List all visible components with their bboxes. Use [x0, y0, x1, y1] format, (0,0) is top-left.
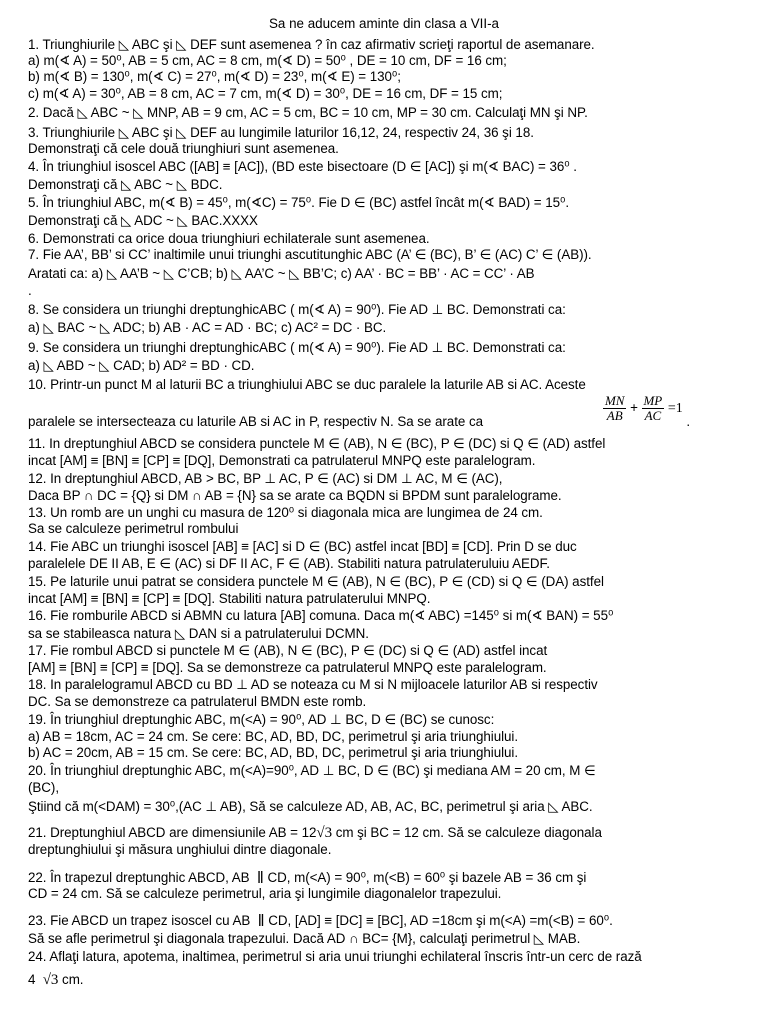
problem-16-cont: sa se stabileasca natura ◺ DAN si a patrulaterului DCMN.	[28, 626, 369, 641]
problem-22-cont: CD = 24 cm. Să se calculeze perimetrul, aria şi lungimile diagonalelor trapezului.	[28, 886, 502, 901]
problem-16: 16. Fie romburile ABCD si ABMN cu latura [AB] comuna. Daca m(∢ ABC) =145⁰ si m(∢ BAN) = 55⁰	[28, 608, 614, 623]
problem-12: 12. In dreptunghiul ABCD, AB > BC, BP ⊥ AC, P ∈ (AC) si DM ⊥ AC, M ∈ (AC),	[28, 471, 503, 486]
problem-18: 18. In paralelogramul ABCD cu BD ⊥ AD se noteaza cu M si N mijloacele laturilor AB si respectiv	[28, 677, 598, 692]
parallel-symbol: ‖	[256, 868, 264, 887]
problem-10: 10. Printr-un punct M al laturii BC a triunghiului ABC se duc paralele la laturile AB si AC. Aceste	[28, 377, 586, 392]
problem-9-parts: a) ◺ ABD ~ ◺ CAD; b) AD² = BD · CD.	[28, 358, 255, 373]
problem-7-cont: Aratati ca: a) ◺ AA’B ~ ◺ C’CB; b) ◺ AA’C ~ ◺ BB’C; c) AA’ · BC = BB’ · AC = CC’ · AB	[28, 266, 535, 281]
problem-19b: b) AC = 20cm, AB = 15 cm. Se cere: BC, AD, BD, DC, perimetrul şi aria triunghiului.	[28, 745, 519, 760]
plus-sign: +	[630, 400, 638, 416]
formula-dot: .	[686, 414, 691, 430]
problem-8-parts: a) ◺ BAC ~ ◺ ADC; b) AB · AC = AD · BC; c) AC² = DC · BC.	[28, 320, 387, 335]
problem-20-wrap: (BC),	[28, 780, 59, 795]
problem-19: 19. În triunghiul dreptunghic ABC, m(<A) = 90⁰, AD ⊥ BC, D ∈ (BC) se cunosc:	[28, 712, 495, 727]
parallel-symbol: ‖	[257, 911, 265, 930]
problem-5-cont: Demonstraţi că ◺ ADC ~ ◺ BAC.XXXX	[28, 213, 258, 228]
problem-11-cont: incat [AM] ≡ [BN] ≡ [CP] ≡ [DQ], Demonstrati ca patrulaterul MNPQ este paralelogram.	[28, 453, 536, 468]
problem-10-text: paralele se intersecteaza cu laturile AB si AC in P, respectiv N. Sa se arate ca	[28, 414, 483, 429]
problem-1b: b) m(∢ B) = 130⁰, m(∢ C) = 27⁰, m(∢ D) = 23⁰, m(∢ E) = 130⁰;	[28, 69, 401, 84]
problem-1c: c) m(∢ A) = 30⁰, AB = 8 cm, AC = 7 cm, m(∢ D) = 30⁰, DE = 16 cm, DF = 15 cm;	[28, 86, 503, 101]
problem-2: 2. Dacă ◺ ABC ~ ◺ MNP, AB = 9 cm, AC = 5 cm, BC = 10 cm, MP = 30 cm. Calculaţi MN şi NP.	[28, 105, 588, 120]
problem-13: 13. Un romb are un unghi cu masura de 120⁰ si diagonala mica are lungimea de 24 cm.	[28, 505, 543, 520]
problem-24-cont: 4 √3 cm.	[28, 972, 84, 988]
problem-17-cont: [AM] ≡ [BN] ≡ [CP] ≡ [DQ]. Sa se demonstreze ca patrulaterul MNPQ este paralelogram.	[28, 660, 547, 675]
equals-one: =1	[667, 401, 683, 417]
problem-23: 23. Fie ABCD un trapez isoscel cu AB ‖ CD, [AD] ≡ [DC] ≡ [BC], AD =18cm şi m(<A) =m(<B) = 60⁰.	[28, 911, 613, 930]
stray-dot: .	[28, 283, 32, 298]
problem-15-cont: incat [AM] ≡ [BN] ≡ [CP] ≡ [DQ]. Stabiliti natura patrulaterului MNPQ.	[28, 591, 431, 606]
problem-24: 24. Aflaţi latura, apotema, inaltimea, perimetrul si aria unui triunghi echilateral înscris într-un cerc de rază	[28, 949, 642, 964]
problem-21: 21. Dreptunghiul ABCD are dimensiunile AB = 12√3 cm şi BC = 12 cm. Să se calculeze diagonala	[28, 825, 602, 841]
problem-19a: a) AB = 18cm, AC = 24 cm. Se cere: BC, AD, BD, DC, perimetrul şi aria triunghiului.	[28, 729, 519, 744]
problem-22: 22. În trapezul dreptunghic ABCD, AB ‖ CD, m(<A) = 90⁰, m(<B) = 60⁰ şi bazele AB = 36 cm şi	[28, 868, 587, 887]
sqrt3-symbol: √3	[316, 825, 333, 841]
problem-14-cont: paralelele DE II AB, E ∈ (AC) si DF II AC, F ∈ (AB). Stabiliti natura patrulateruluiu AEDF.	[28, 556, 550, 571]
problem-20: 20. În triunghiul dreptunghic ABC, m(<A)=90⁰, AD ⊥ BC, D ∈ (BC) şi mediana AM = 20 cm, M ∈	[28, 763, 596, 778]
ratio-formula	[603, 393, 691, 430]
problem-17: 17. Fie rombul ABCD si punctele M ∈ (AB), N ∈ (BC), P ∈ (DC) si Q ∈ (AD) astfel incat	[28, 643, 548, 658]
problem-11: 11. In dreptunghiul ABCD se considera punctele M ∈ (AB), N ∈ (BC), P ∈ (DC) si Q ∈ (AD) astfel	[28, 436, 606, 451]
problem-1: 1. Triunghiurile ◺ ABC şi ◺ DEF sunt asemenea ? în caz afirmativ scrieţi raportul de asemanare.	[28, 37, 595, 52]
problem-3: 3. Triunghiurile ◺ ABC şi ◺ DEF au lungimile laturilor 16,12, 24, respectiv 24, 36 şi 18.	[28, 125, 534, 140]
problem-20-cont: Ştiind că m(<DAM) = 30⁰,(AC ⊥ AB), Să se calculeze AD, AB, AC, BC, perimetrul şi aria ◺ ABC.	[28, 799, 593, 814]
problem-4: 4. În triunghiul isoscel ABC ([AB] ≡ [AC]), (BD este bisectoare (D ∈ [AC]) şi m(∢ BAC) = 36⁰ .	[28, 159, 577, 174]
fraction-mn-ab: $\frac{MN}{AB}$	[605, 393, 625, 423]
problem-21-cont: dreptunghiului şi măsura unghiului dintre diagonale.	[28, 842, 332, 857]
problem-15: 15. Pe laturile unui patrat se considera punctele M ∈ (AB), N ∈ (BC), P ∈ (CD) si Q ∈ (DA) astfel	[28, 574, 604, 589]
problem-1a: a) m(∢ A) = 50⁰, AB = 5 cm, AC = 8 cm, m(∢ D) = 50⁰ , DE = 10 cm, DF = 16 cm;	[28, 53, 507, 68]
problem-10-cont	[28, 414, 483, 430]
problem-9: 9. Se considera un triunghi dreptunghicABC ( m(∢ A) = 90⁰). Fie AD ⊥ BC. Demonstrati ca:	[28, 340, 566, 355]
page-title: Sa ne aducem aminte din clasa a VII-a	[268, 16, 499, 31]
sqrt3-symbol: √3	[42, 972, 59, 988]
problem-7: 7. Fie AA’, BB’ si CC’ inaltimile unui triunghi ascutitunghic ABC (A’ ∈ (BC), B’ ∈ (AC) C’ ∈ (AB)).	[28, 247, 592, 262]
problem-4-cont: Demonstraţi că ◺ ABC ~ ◺ BDC.	[28, 177, 223, 192]
problem-3-cont: Demonstraţi că cele două triunghiuri sunt asemenea.	[28, 141, 339, 156]
problem-5: 5. În triunghiul ABC, m(∢ B) = 45⁰, m(∢C) = 75⁰. Fie D ∈ (BC) astfel încât m(∢ BAD) = 15⁰.	[28, 195, 570, 210]
problem-14: 14. Fie ABC un triunghi isoscel [AB] ≡ [AC] si D ∈ (BC) astfel incat [BD] ≡ [CD]. Prin D se duc	[28, 539, 577, 554]
problem-18-cont: DC. Sa se demonstreze ca patrulaterul BMDN este romb.	[28, 694, 367, 709]
problem-13-cont: Sa se calculeze perimetrul rombului	[28, 521, 239, 536]
fraction-mp-ac: $\frac{MP}{AC}$	[643, 393, 663, 423]
problem-12-cont: Daca BP ∩ DC = {Q} si DM ∩ AB = {N} sa se arate ca BQDN si BPDM sunt paralelograme.	[28, 488, 562, 503]
problem-6: 6. Demonstrati ca orice doua triunghiuri echilaterale sunt asemenea.	[28, 231, 430, 246]
problem-23-cont: Să se afle perimetrul şi diagonala trapezului. Dacă AD ∩ BC= {M}, calculaţi perimetrul ◺ MAB.	[28, 931, 581, 946]
problem-8: 8. Se considera un triunghi dreptunghicABC ( m(∢ A) = 90⁰). Fie AD ⊥ BC. Demonstrati ca:	[28, 302, 566, 317]
